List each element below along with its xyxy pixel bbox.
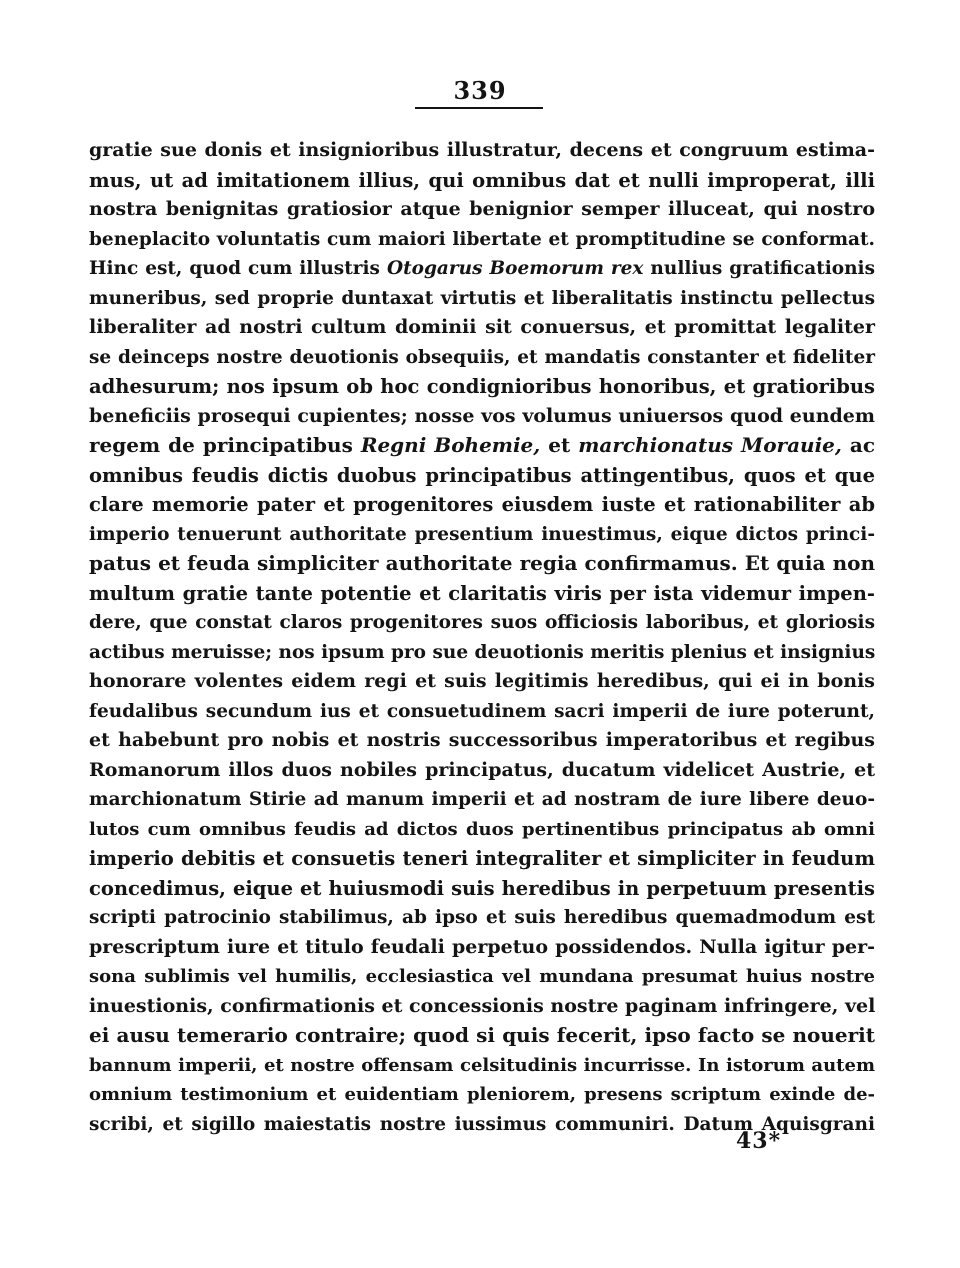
text-segment: et habebunt pro nobis et nostris successoribus imperatoribus et regibus — [89, 729, 875, 751]
text-line — [89, 313, 875, 343]
text-line — [89, 1021, 875, 1051]
text-line — [89, 1051, 875, 1081]
text-line — [89, 520, 875, 550]
text-segment: Romanorum illos duos nobiles principatus, ducatum videlicet Austrie, et — [89, 758, 875, 781]
text-segment: muneribus, sed proprie duntaxat virtutis et liberalitatis instinctu pellectus — [89, 287, 875, 309]
text-segment: prescriptum iure et titulo feudali perpetuo possidendos. Nulla igitur per- — [89, 935, 875, 958]
text-line — [89, 785, 875, 815]
text-segment: mus, ut ad imitationem illius, qui omnibus dat et nulli improperat, illi — [89, 168, 875, 192]
text-segment: omnibus feudis dictis duobus principatibus attingentibus, quos et que — [89, 463, 875, 487]
text-line — [89, 726, 875, 756]
text-segment: regem de principatibus — [89, 433, 361, 457]
text-segment: multum gratie tante potentie et claritatis viris per ista videmur impen- — [89, 581, 875, 605]
text-segment: nostra benignitas gratiosior atque benignior semper illuceat, qui nostro — [89, 198, 875, 220]
text-line — [89, 490, 875, 520]
text-line — [89, 933, 875, 963]
italic-segment: Regni Bohemie, — [360, 433, 541, 457]
text-line — [89, 579, 875, 609]
italic-segment: Otogarus Boemorum rex — [386, 258, 644, 279]
text-line — [89, 225, 875, 255]
text-segment: feudalibus secundum ius et consuetudinem sacri imperii de iure poterunt, — [89, 700, 875, 722]
text-line — [89, 166, 875, 196]
text-segment: inuestionis, confirmationis et concessionis nostre paginam infringere, vel — [89, 994, 876, 1017]
text-segment: Hinc est, quod cum illustris — [89, 258, 387, 279]
text-line — [89, 815, 875, 845]
text-line — [89, 638, 875, 668]
text-line — [89, 461, 875, 491]
text-segment: scripti patrocinio stabilimus, ab ipso et suis heredibus quemadmodum est — [89, 907, 875, 928]
text-segment: ac — [841, 433, 875, 457]
text-line — [89, 431, 875, 461]
italic-segment: marchionatus Morauie, — [578, 433, 842, 457]
text-segment: actibus meruisse; nos ipsum pro sue deuotionis meritis plenius et insignius — [89, 641, 876, 663]
text-line — [89, 844, 875, 874]
text-line — [89, 343, 875, 373]
text-line — [89, 608, 875, 638]
text-line — [89, 756, 875, 786]
text-line — [89, 372, 875, 402]
text-line — [89, 136, 875, 166]
text-segment: beneficiis prosequi cupientes; nosse vos volumus uniuersos quod eundem — [89, 404, 875, 427]
text-line — [89, 874, 875, 904]
text-segment: honorare volentes eidem regi et suis legitimis heredibus, qui ei in bonis — [89, 670, 875, 692]
page-number: 339 — [453, 76, 507, 105]
text-line — [89, 992, 875, 1022]
text-line — [89, 284, 875, 314]
text-line — [89, 1080, 875, 1110]
text-line — [89, 962, 875, 992]
text-segment: imperio debitis et consuetis teneri integraliter et simpliciter in feudum — [89, 847, 875, 870]
page-number-rule — [415, 107, 543, 109]
text-segment: marchionatum Stirie ad manum imperii et ad nostram de iure libere deuo- — [89, 789, 875, 810]
text-segment: scribi, et sigillo maiestatis nostre iussimus communiri. Datum Aquisgrani — [89, 1113, 875, 1135]
text-line — [89, 195, 875, 225]
text-line — [89, 697, 875, 727]
text-segment: ei ausu temerario contraire; quod si quis fecerit, ipso facto se nouerit — [89, 1023, 875, 1047]
text-line — [89, 667, 875, 697]
text-segment: concedimus, eique et huiusmodi suis heredibus in perpetuum presentis — [89, 876, 875, 900]
text-segment: omnium testimonium et euidentiam pleniorem, presens scriptum exinde de- — [89, 1084, 875, 1105]
text-line — [89, 549, 875, 579]
text-segment: beneplacito voluntatis cum maiori libertate et promptitudine se conformat. — [89, 228, 875, 250]
text-line — [89, 903, 875, 933]
signature-mark: 43* — [736, 1128, 782, 1154]
text-segment: bannum imperii, et nostre offensam celsitudinis incurrisse. In istorum autem — [89, 1054, 875, 1076]
text-line — [89, 254, 875, 284]
text-segment: se deinceps nostre deuotionis obsequiis, et mandatis constanter et fideliter — [89, 346, 875, 368]
text-segment: liberaliter ad nostri cultum dominii sit conuersus, et promittat legaliter — [89, 316, 875, 338]
text-segment: et — [540, 433, 579, 457]
body-text — [89, 136, 875, 1139]
text-segment: adhesurum; nos ipsum ob hoc condignioribus honoribus, et gratioribus — [89, 375, 875, 398]
text-line — [89, 402, 875, 432]
text-segment: nullius gratificationis — [643, 258, 876, 279]
text-segment: lutos cum omnibus feudis ad dictos duos pertinentibus principatus ab omni — [89, 818, 875, 840]
text-segment: patus et feuda simpliciter authoritate regia confirmamus. Et quia non — [89, 551, 875, 575]
text-segment: gratie sue donis et insignioribus illustratur, decens et congruum estima- — [89, 139, 875, 161]
text-segment: dere, que constat claros progenitores suos officiosis laboribus, et gloriosis — [89, 612, 875, 633]
text-segment: sona sublimis vel humilis, ecclesiastica vel mundana presumat huius nostre — [89, 966, 875, 987]
text-segment: imperio tenuerunt authoritate presentium inuestimus, eique dictos princi- — [89, 523, 875, 545]
text-segment: clare memorie pater et progenitores eiusdem iuste et rationabiliter ab — [89, 493, 875, 516]
